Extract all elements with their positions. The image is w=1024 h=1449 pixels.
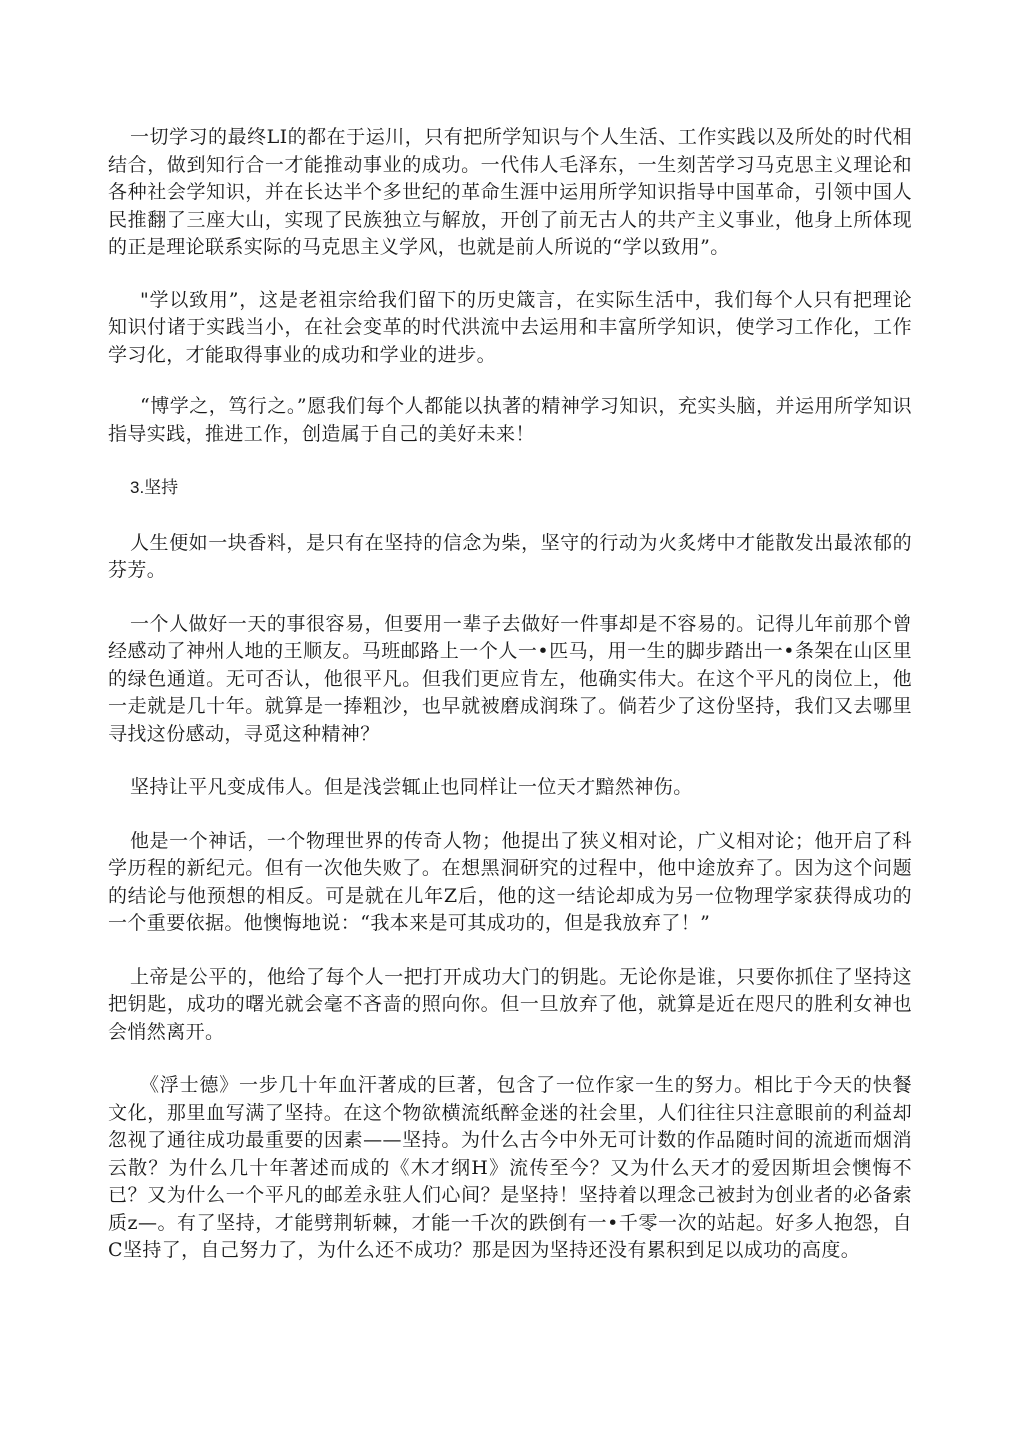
paragraph-learning-application: 一切学习的最终LI的都在于运川，只有把所学知识与个人生活、工作实践以及所处的时代相结合，做到知行合一才能推动事业的成功。一代伟人毛泽东，一生刻苦学习马克思主义理论和各种社会学知识，并在长达半个多世纪的革命生涯中运用所学知识指导中国革命，引领中国人民推翻了三座大山，实现了民族独立与解放，开创了前无古人的共产主义事业，他身上所体现的正是理论联系实际的马克思主义学风，也就是前人所说的“学以致用”。 (108, 126, 912, 258)
document-body (108, 124, 912, 1291)
paragraph-key-of-success: 上帝是公平的，他给了每个人一把打开成功大门的钥匙。无论你是谁，只要你抓住了坚持这把钥匙，成功的曙光就会毫不吝啬的照向你。但一旦放弃了他，就算是近在咫尺的胜利女神也会悄然离开。 (108, 965, 912, 1043)
paragraph-faust: 《浮士德》一步几十年血汗著成的巨著，包含了一位作家一生的努力。相比于今天的快餐文化，那里血写满了坚持。在这个物欲横流纸醉金迷的社会里，人们往往只注意眼前的利益却忽视了通往成功最重要的因素——坚持。为什么古今中外无可计数的作品随时间的流逝而烟消云散？为什么几十年著述而成的《木才纲H》流传至今？又为什么天才的爱因斯坦会懊悔不已？又为什么一个平凡的邮差永驻人们心间？是坚持！坚持着以理念己被封为创业者的必备索质z—。有了坚持，才能劈荆斩棘，才能一千次的跌倒有一•千零一次的站起。好多人抱怨，自C坚持了，自己努力了，为什么还不成功？那是因为坚持还没有累积到足以成功的高度。 (108, 1074, 912, 1261)
paragraph-physicist: 他是一个神话，一个物理世界的传奇人物；他提出了狭义相对论，广义相对论；他开启了科学历程的新纪元。但有一次他失败了。在想黑洞研究的过程中，他中途放弃了。因为这个问题的结论与他预想的相反。可是就在儿年Z后，他的这一结论却成为另一位物理学家获得成功的一个重要依据。他懊悔地说：“我本来是可其成功的，但是我放弃了！” (108, 829, 912, 934)
paragraph-bo-xue: “博学之，笃行之。”愿我们每个人都能以执著的精神学习知识，充实头脑，并运用所学知识指导实践，推进工作，创造属于自己的美好未来！ (108, 395, 912, 445)
paragraph-spice-metaphor: 人生便如一块香料，是只有在坚持的信念为柴，坚守的行动为火炙烤中才能散发出最浓郁的芬芳。 (108, 531, 912, 581)
paragraph-xue-yi-zhi-yong: "学以致用”，这是老祖宗给我们留下的历史箴言，在实际生活中，我们每个人只有把理论知识付诸于实践当小，在社会变革的时代洪流中去运用和丰富所学知识，使学习工作化，工作学习化，才能取得事业的成功和学业的进步。 (108, 288, 912, 366)
section-heading-persistence: 3.坚持 (130, 478, 179, 497)
paragraph-ordinary-to-great: 坚持让平凡变成伟人。但是浅尝辄止也同样让一位天才黯然神伤。 (130, 776, 693, 798)
paragraph-wang-shunyou: 一个人做好一天的事很容易，但要用一辈子去做好一件事却是不容易的。记得儿年前那个曾经感动了神州人地的王顺友。马班邮路上一个人一•匹马，用一生的脚步踏出一•条架在山区里的绿色通道。无可否认，他很平凡。但我们更应肯左，他确实伟大。在这个平凡的岗位上，他一走就是几十年。就算是一捧粗沙，也早就被磨成润珠了。倘若少了这份坚持，我们又去哪里寻找这份感动，寻觅这种精神？ (108, 612, 912, 745)
